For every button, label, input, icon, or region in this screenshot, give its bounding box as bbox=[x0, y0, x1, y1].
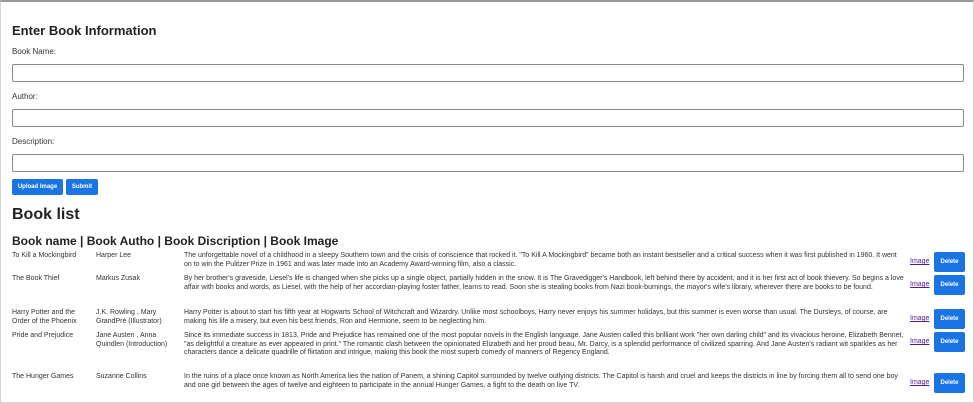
book-author: Markus Zusak bbox=[96, 275, 140, 282]
book-author: Jane Austen , Anna Quindlen (Introduction) bbox=[96, 332, 168, 348]
book-description: Since its immediate success in 1813, Pride and Prejudice has remained one of the most popular novels in the English language. Jane Austen called this brilliant work "her own darling child" and its vivacious heroine, Elizabeth Bennet, "as delightful a creature as ever appeared in print." The romantic clash between the opinionated Elizabeth and her proud beau, Mr. Darcy, is a splendid performance of civilized sparring. And Jane Austen's radiant wit sparkles as her characters dance a delicate quadrille of flirtation and intrigue, making this book the most superb comedy of manners of Regency England. bbox=[184, 332, 904, 356]
delete-button[interactable]: Delete bbox=[934, 373, 965, 393]
book-name-input[interactable] bbox=[12, 64, 964, 82]
main-content bbox=[1, 2, 973, 248]
author-label: Author: bbox=[12, 92, 38, 101]
book-name: To Kill a Mockingbird bbox=[12, 252, 77, 259]
book-author: Suzanne Collins bbox=[96, 373, 147, 380]
book-author: J.K. Rowling , Mary GrandPré (Illustrator) bbox=[96, 309, 162, 325]
upload-image-button[interactable]: Upload Image bbox=[12, 179, 63, 195]
description-input[interactable] bbox=[12, 154, 964, 172]
book-description: Harry Potter is about to start his fifth year at Hogwarts School of Witchcraft and Wizardry. Unlike most schoolboys, Harry never enjoys his summer holidays, but this summer is even worse than usual. The Dursleys, of course, are making his life a misery, but even his best friends, Ron and Hermione, seem to be neglecting him. bbox=[184, 309, 888, 325]
book-name-label: Book Name: bbox=[12, 47, 57, 56]
book-list-header: Book name | Book Autho | Book Discription | Book Image bbox=[12, 234, 339, 248]
book-author: Harper Lee bbox=[96, 252, 132, 259]
book-description: In the ruins of a place once known as North America lies the nation of Panem, a shining Capitol surrounded by twelve outlying districts. The Capitol is harsh and cruel and keeps the districts in line by forcing them all to send one boy and one girl between the ages of twelve and eighteen to participate in the annual Hunger Games, a fight to the death on live TV. bbox=[184, 373, 898, 389]
book-image-link[interactable]: Image bbox=[910, 258, 930, 265]
book-description: The unforgettable novel of a childhood in a sleepy Southern town and the crisis of conscience that rocked it. "To Kill A Mockingbird" became both an instant bestseller and a critical success when it was first published in 1960. It went on to win the Pulitzer Prize in 1961 and was later made into an Academy Award-winning film, also a classic. bbox=[184, 252, 897, 268]
author-input[interactable] bbox=[12, 109, 964, 127]
book-image-link[interactable]: Image bbox=[910, 338, 930, 345]
form-title: Enter Book Information bbox=[12, 23, 157, 38]
delete-button[interactable]: Delete bbox=[934, 309, 965, 329]
book-image-link[interactable]: Image bbox=[910, 315, 930, 322]
description-label: Description: bbox=[12, 137, 55, 146]
book-name: The Hunger Games bbox=[12, 373, 74, 380]
book-list-title: Book list bbox=[12, 206, 80, 223]
book-description: By her brother's graveside, Liesel's life is changed when she picks up a single object, partially hidden in the snow. It is The Gravedigger's Handbook, left behind there by accident, and it is her first act of book thievery. So begins a love affair with books and words, as Liesel, with the help of her accordian-playing foster father, learns to read. Soon she is stealing books from Nazi book-burnings, the mayor's wife's library, wherever there are books to be found. bbox=[184, 275, 904, 291]
book-name: Harry Potter and the Order of the Phoenix bbox=[12, 309, 77, 325]
delete-button[interactable]: Delete bbox=[934, 275, 965, 295]
delete-button[interactable]: Delete bbox=[934, 252, 965, 272]
delete-button[interactable]: Delete bbox=[934, 332, 965, 352]
submit-button[interactable]: Submit bbox=[66, 179, 98, 195]
form-actions bbox=[12, 179, 962, 195]
book-name: Pride and Prejudice bbox=[12, 332, 74, 339]
book-image-link[interactable]: Image bbox=[910, 281, 930, 288]
book-image-link[interactable]: Image bbox=[910, 379, 930, 386]
book-name: The Book Thief bbox=[12, 275, 60, 282]
